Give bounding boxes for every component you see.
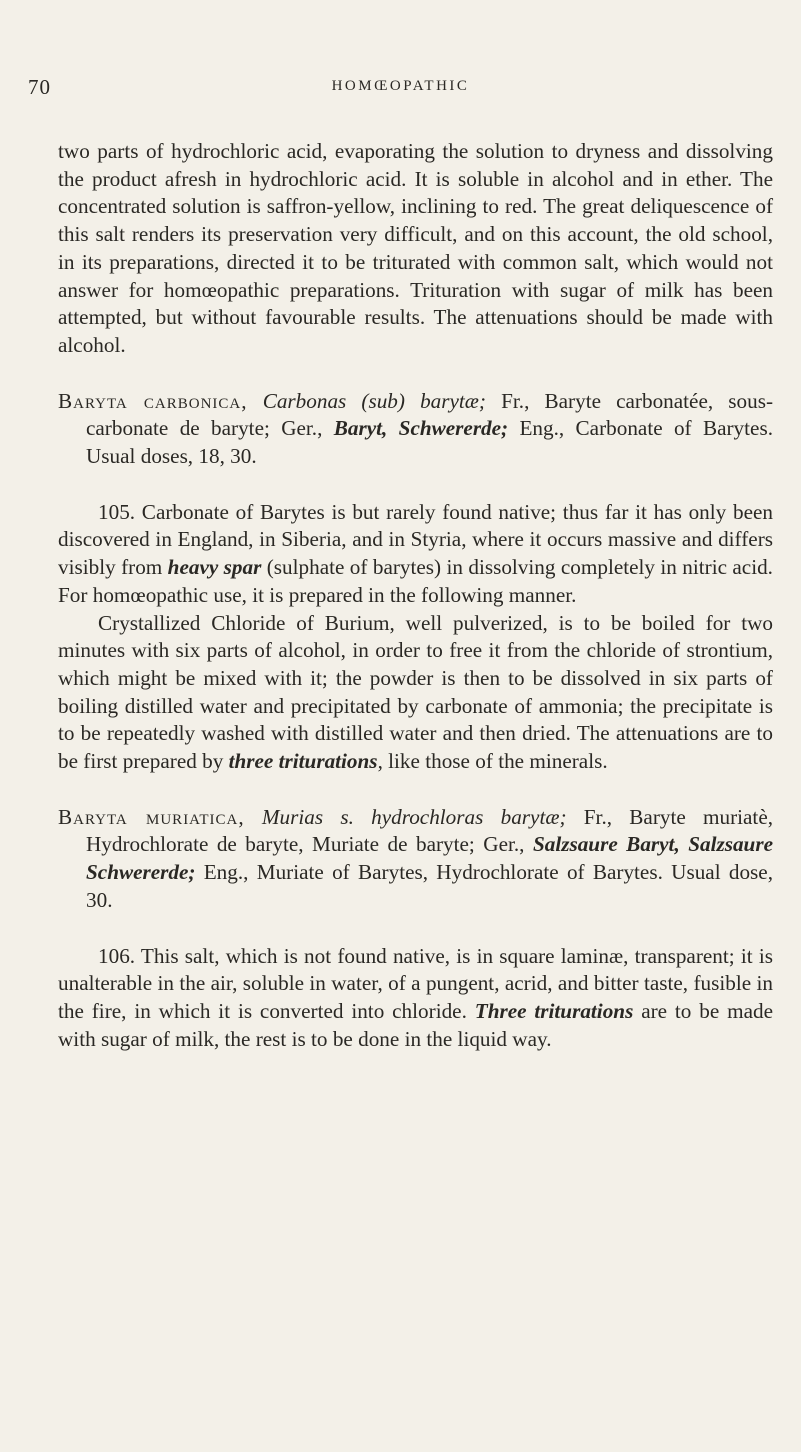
paragraph-106 xyxy=(58,943,773,1054)
entry-name: Baryta carbonica, xyxy=(58,388,248,413)
emphasis: three triturations xyxy=(228,749,378,774)
paragraph-text: (sulphate of barytes) in dissolving completely in nitric acid. For homœopathic use, it is prepared in the following manner. xyxy=(58,555,773,607)
entry-text: Fr., Baryte muriatè, Hydrochlorate de baryte, Muriate de baryte; Ger., xyxy=(86,804,774,857)
entry-german: Salzsaure Baryt, Salzsaure Schwererde; xyxy=(86,832,773,885)
entry-name: Baryta muriatica, xyxy=(58,804,245,829)
paragraph-text: , like those of the minerals. xyxy=(377,749,608,774)
paragraph-continuation: two parts of hydrochloric acid, evaporating the solution to dryness and dissolving the product afresh in hydrochloric acid. It is soluble in alcohol and in ether. The concentrated solution is saffron-yellow, inclining to red. The great deliquescence of this salt renders its preservation very difficult, and on this account, the old school, in its preparations, directed it to be triturated with common salt, which would not answer for homœopathic preparations. Trituration with sugar of milk has been attempted, but without favourable results. The attenuations should be made with alcohol. xyxy=(58,139,773,357)
entry-latin: Carbonas (sub) barytæ; xyxy=(262,388,486,413)
entry-baryta-muriatica xyxy=(58,804,773,915)
entry-text: Eng., Muriate of Barytes, Hydrochlorate of Barytes. Usual dose, 30. xyxy=(86,860,773,912)
paragraph-text: are to be made with sugar of milk, the rest is to be done in the liquid way. xyxy=(58,998,774,1051)
entry-german: Baryt, Schwererde; xyxy=(333,416,509,441)
body-text xyxy=(58,138,773,1053)
paragraph-text: Crystallized Chloride of Burium, well pulverized, is to be boiled for two minutes with six parts of alcohol, in order to free it from the chloride of strontium, which might be mixed with it; the powder is then to be dissolved in six parts of boiling distilled water and precipitated by carbonate of ammonia; the precipitate is to be repeatedly washed with distilled water and then dried. The attenuations are to be first prepared by xyxy=(58,610,773,774)
entry-text: Fr., Baryte carbonatée, sous-carbonate de baryte; Ger., xyxy=(86,388,774,441)
entry-baryta-carbonica xyxy=(58,388,773,471)
entry-latin: Murias s. hydrochloras barytæ; xyxy=(261,804,567,829)
entry-text: Eng., Carbonate of Barytes. Usual doses, 18, 30. xyxy=(86,416,773,469)
emphasis: Three triturations xyxy=(474,998,634,1023)
emphasis: heavy spar xyxy=(167,555,262,580)
paragraph-text: 106. This salt, which is not found native, is in square laminæ, transparent; it is unalterable in the air, soluble in water, of a pungent, acrid, and bitter taste, fusible in the fire, in which it is converted into chloride. xyxy=(58,943,773,1023)
running-head: HOMŒOPATHIC xyxy=(331,78,470,94)
paragraph-text: 105. Carbonate of Barytes is but rarely found native; thus far it has only been discovered in England, in Siberia, and in Styria, where it occurs massive and differs visibly from xyxy=(58,499,773,580)
page-number: 70 xyxy=(28,75,51,99)
paragraph-105 xyxy=(58,499,773,610)
paragraph-105-continued xyxy=(58,610,773,776)
page-header xyxy=(0,75,801,105)
